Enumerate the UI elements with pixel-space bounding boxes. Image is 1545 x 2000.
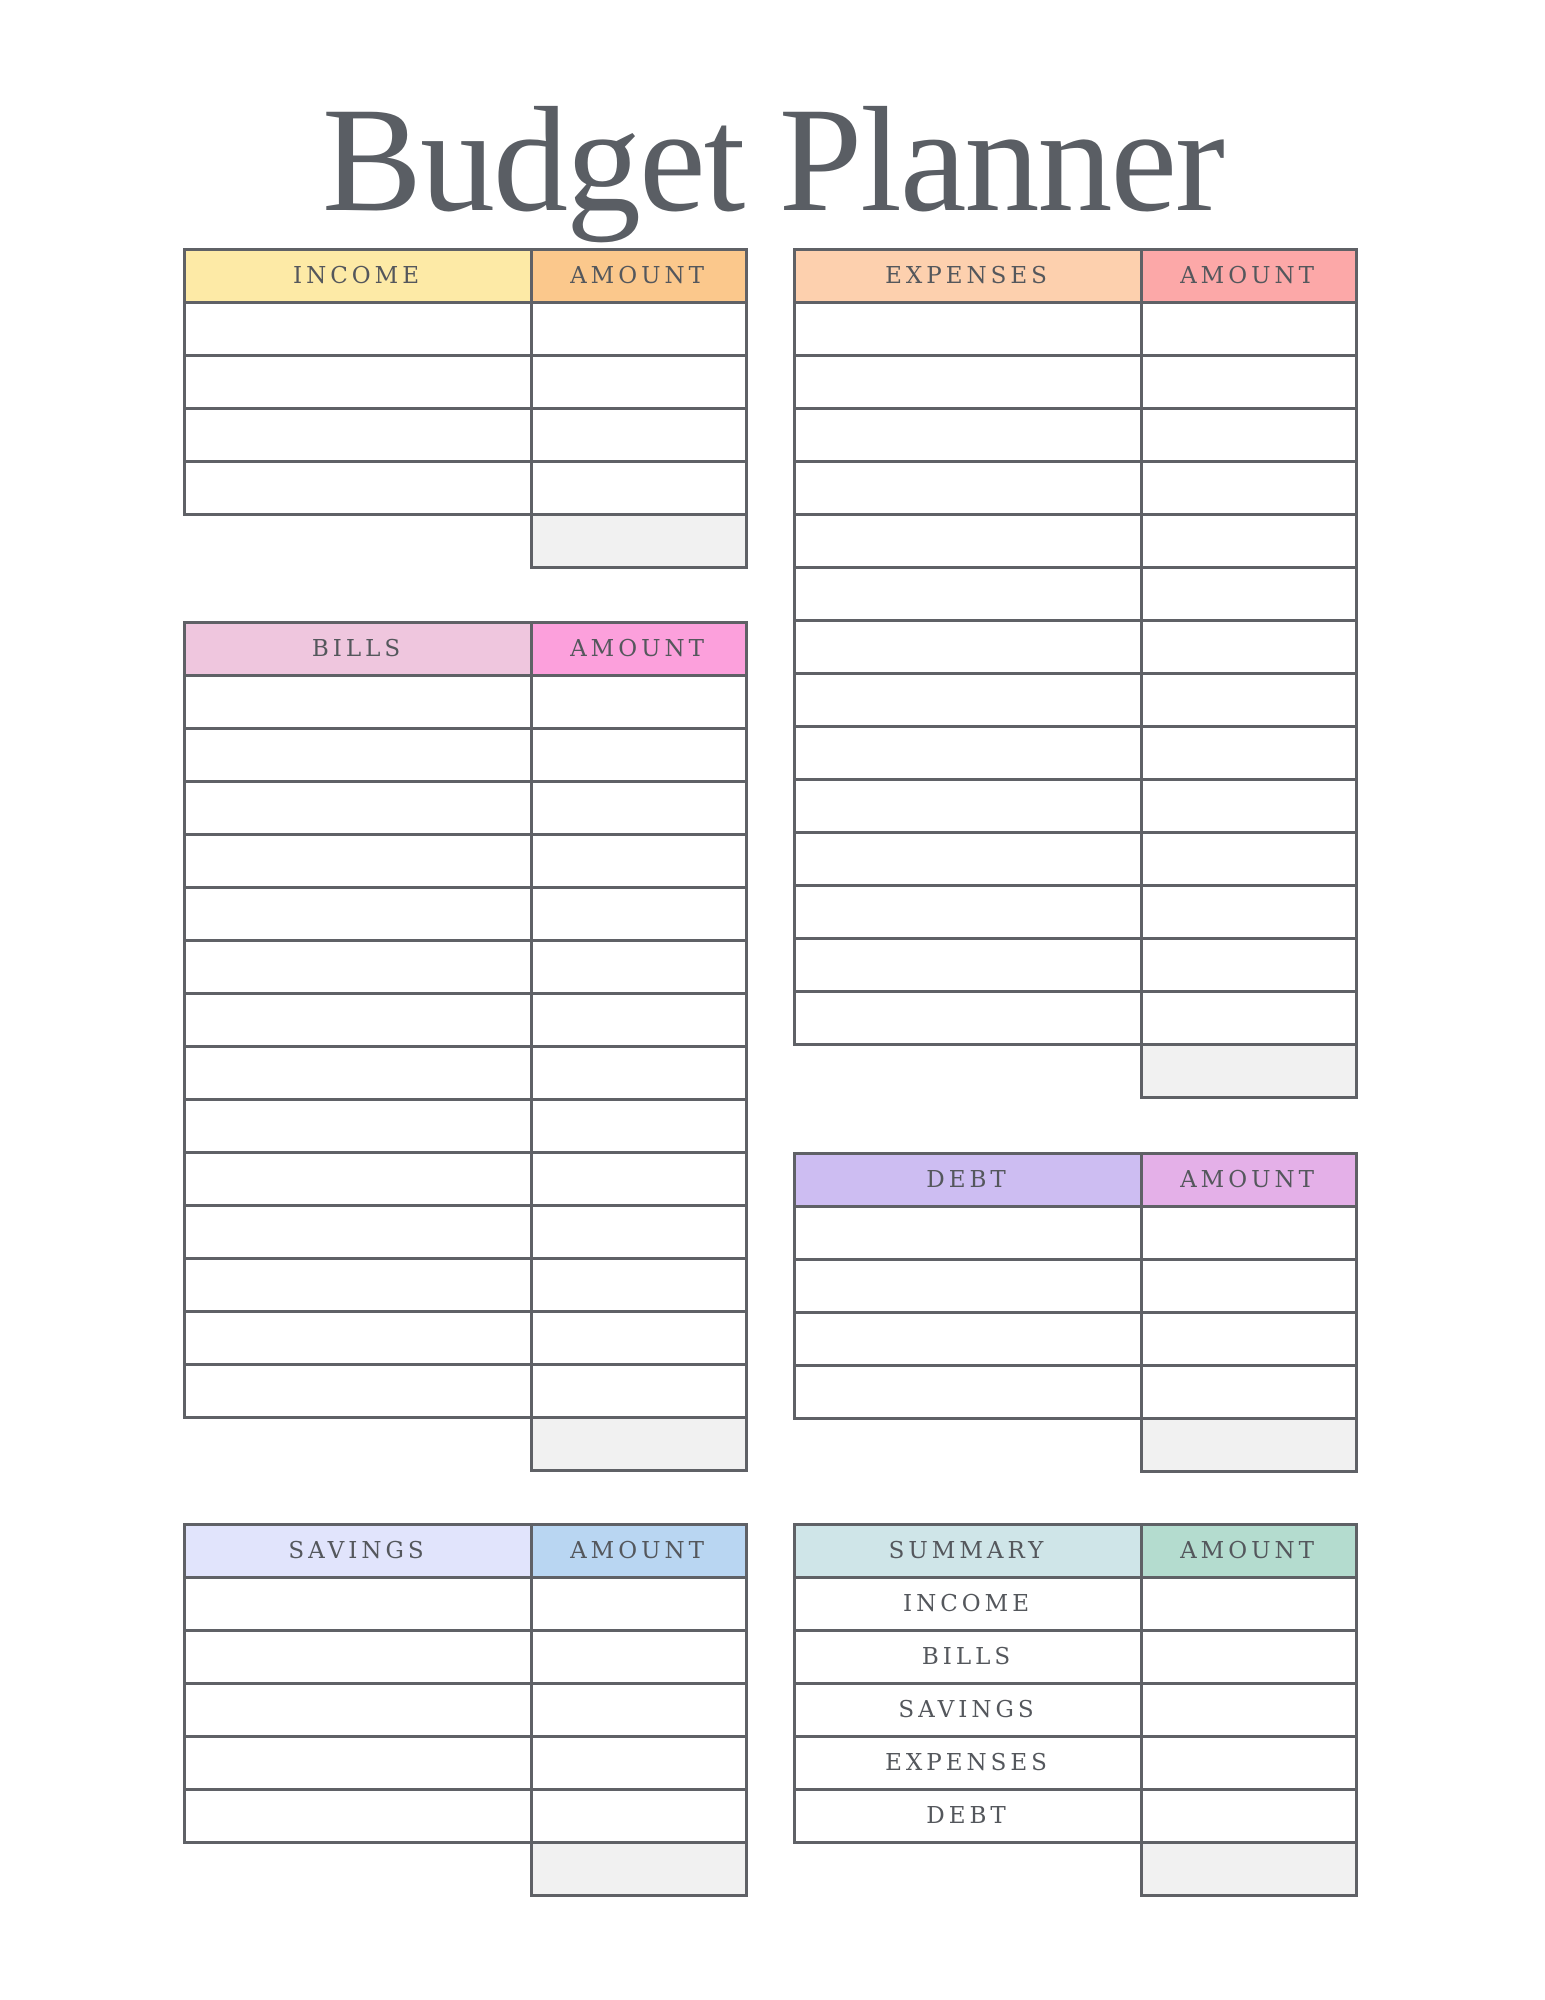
entry-amount-cell[interactable] bbox=[532, 1365, 747, 1418]
total-row bbox=[185, 515, 747, 568]
entry-amount-cell[interactable] bbox=[532, 1684, 747, 1737]
entry-amount-cell[interactable] bbox=[532, 782, 747, 835]
summary-item-label: INCOME bbox=[795, 1578, 1142, 1631]
entry-amount-cell[interactable] bbox=[532, 729, 747, 782]
table-row bbox=[795, 515, 1357, 568]
table-row bbox=[185, 303, 747, 356]
table-row bbox=[185, 676, 747, 729]
table-row bbox=[795, 1790, 1357, 1843]
entry-name-cell[interactable] bbox=[185, 1790, 532, 1843]
entry-name-cell[interactable] bbox=[185, 1578, 532, 1631]
table-row bbox=[795, 1684, 1357, 1737]
table-row bbox=[795, 833, 1357, 886]
table-row bbox=[795, 303, 1357, 356]
summary-amount-header: AMOUNT bbox=[1142, 1525, 1357, 1578]
entry-amount-cell[interactable] bbox=[532, 941, 747, 994]
entry-name-cell[interactable] bbox=[795, 621, 1142, 674]
expenses-header: EXPENSES bbox=[795, 250, 1142, 303]
table-row bbox=[185, 729, 747, 782]
table-row bbox=[795, 727, 1357, 780]
entry-name-cell[interactable] bbox=[185, 1100, 532, 1153]
entry-amount-cell[interactable] bbox=[532, 1100, 747, 1153]
entry-amount-cell[interactable] bbox=[1142, 515, 1357, 568]
entry-amount-cell[interactable] bbox=[1142, 1260, 1357, 1313]
entry-name-cell[interactable] bbox=[185, 356, 532, 409]
spacer-cell bbox=[185, 1843, 532, 1896]
table-row bbox=[185, 1206, 747, 1259]
entry-amount-cell[interactable] bbox=[532, 994, 747, 1047]
income-table bbox=[183, 248, 748, 569]
entry-amount-cell[interactable] bbox=[1142, 462, 1357, 515]
entry-name-cell[interactable] bbox=[795, 568, 1142, 621]
summary-item-label: BILLS bbox=[795, 1631, 1142, 1684]
entry-amount-cell[interactable] bbox=[532, 1312, 747, 1365]
table-row bbox=[795, 780, 1357, 833]
table-header-row bbox=[795, 1154, 1357, 1207]
table-row bbox=[185, 1684, 747, 1737]
table-row bbox=[185, 1047, 747, 1100]
spacer-cell bbox=[795, 1045, 1142, 1098]
bills-amount-header: AMOUNT bbox=[532, 623, 747, 676]
entry-amount-cell[interactable] bbox=[1142, 1631, 1357, 1684]
entry-amount-cell[interactable] bbox=[1142, 1313, 1357, 1366]
total-amount-cell[interactable] bbox=[532, 515, 747, 568]
table-row bbox=[795, 409, 1357, 462]
entry-name-cell[interactable] bbox=[795, 462, 1142, 515]
table-header-row bbox=[185, 1525, 747, 1578]
total-row bbox=[185, 1418, 747, 1471]
entry-name-cell[interactable] bbox=[185, 835, 532, 888]
entry-name-cell[interactable] bbox=[185, 676, 532, 729]
entry-name-cell[interactable] bbox=[795, 939, 1142, 992]
entry-name-cell[interactable] bbox=[185, 1365, 532, 1418]
table-row bbox=[185, 462, 747, 515]
entry-amount-cell[interactable] bbox=[532, 1153, 747, 1206]
table-row bbox=[185, 782, 747, 835]
table-row bbox=[185, 835, 747, 888]
entry-amount-cell[interactable] bbox=[1142, 568, 1357, 621]
expenses-table bbox=[793, 248, 1358, 1099]
table-row bbox=[185, 994, 747, 1047]
table-row bbox=[185, 1790, 747, 1843]
total-amount-cell[interactable] bbox=[1142, 1843, 1357, 1896]
debt-table bbox=[793, 1152, 1358, 1473]
entry-name-cell[interactable] bbox=[185, 1737, 532, 1790]
savings-amount-header: AMOUNT bbox=[532, 1525, 747, 1578]
table-row bbox=[795, 1260, 1357, 1313]
table-row bbox=[185, 1153, 747, 1206]
entry-name-cell[interactable] bbox=[185, 1259, 532, 1312]
entry-name-cell[interactable] bbox=[795, 1313, 1142, 1366]
entry-amount-cell[interactable] bbox=[1142, 939, 1357, 992]
entry-amount-cell[interactable] bbox=[532, 462, 747, 515]
expenses-amount-header: AMOUNT bbox=[1142, 250, 1357, 303]
entry-amount-cell[interactable] bbox=[532, 1737, 747, 1790]
entry-amount-cell[interactable] bbox=[1142, 1578, 1357, 1631]
table-row bbox=[185, 1259, 747, 1312]
table-row bbox=[185, 1737, 747, 1790]
entry-amount-cell[interactable] bbox=[1142, 674, 1357, 727]
entry-amount-cell[interactable] bbox=[532, 409, 747, 462]
entry-amount-cell[interactable] bbox=[1142, 621, 1357, 674]
entry-name-cell[interactable] bbox=[795, 992, 1142, 1045]
total-amount-cell[interactable] bbox=[1142, 1045, 1357, 1098]
entry-name-cell[interactable] bbox=[185, 462, 532, 515]
entry-name-cell[interactable] bbox=[185, 409, 532, 462]
entry-amount-cell[interactable] bbox=[1142, 1790, 1357, 1843]
summary-table bbox=[793, 1523, 1358, 1897]
entry-amount-cell[interactable] bbox=[1142, 886, 1357, 939]
total-row bbox=[795, 1843, 1357, 1896]
table-row bbox=[185, 941, 747, 994]
savings-table bbox=[183, 1523, 748, 1897]
table-row bbox=[795, 462, 1357, 515]
table-row bbox=[795, 1366, 1357, 1419]
entry-name-cell[interactable] bbox=[795, 356, 1142, 409]
table-row bbox=[795, 992, 1357, 1045]
table-row bbox=[795, 1631, 1357, 1684]
entry-name-cell[interactable] bbox=[795, 780, 1142, 833]
entry-amount-cell[interactable] bbox=[1142, 303, 1357, 356]
entry-name-cell[interactable] bbox=[795, 674, 1142, 727]
entry-name-cell[interactable] bbox=[795, 303, 1142, 356]
entry-name-cell[interactable] bbox=[185, 729, 532, 782]
summary-item-label: DEBT bbox=[795, 1790, 1142, 1843]
table-header-row bbox=[185, 250, 747, 303]
entry-amount-cell[interactable] bbox=[1142, 833, 1357, 886]
income-amount-header: AMOUNT bbox=[532, 250, 747, 303]
entry-name-cell[interactable] bbox=[185, 1631, 532, 1684]
entry-name-cell[interactable] bbox=[795, 1366, 1142, 1419]
bills-table bbox=[183, 621, 748, 1472]
summary-item-label: SAVINGS bbox=[795, 1684, 1142, 1737]
total-amount-cell[interactable] bbox=[1142, 1419, 1357, 1472]
spacer-cell bbox=[185, 515, 532, 568]
entry-amount-cell[interactable] bbox=[1142, 727, 1357, 780]
table-row bbox=[185, 1100, 747, 1153]
debt-amount-header: AMOUNT bbox=[1142, 1154, 1357, 1207]
total-amount-cell[interactable] bbox=[532, 1418, 747, 1471]
table-header-row bbox=[185, 623, 747, 676]
table-row bbox=[185, 1312, 747, 1365]
entry-name-cell[interactable] bbox=[185, 994, 532, 1047]
table-row bbox=[185, 1578, 747, 1631]
entry-name-cell[interactable] bbox=[185, 1684, 532, 1737]
table-row bbox=[185, 356, 747, 409]
table-row bbox=[795, 1207, 1357, 1260]
entry-amount-cell[interactable] bbox=[532, 676, 747, 729]
table-row bbox=[185, 409, 747, 462]
entry-amount-cell[interactable] bbox=[532, 1631, 747, 1684]
entry-name-cell[interactable] bbox=[795, 1207, 1142, 1260]
table-header-row bbox=[795, 1525, 1357, 1578]
entry-name-cell[interactable] bbox=[185, 1153, 532, 1206]
entry-name-cell[interactable] bbox=[795, 515, 1142, 568]
debt-header: DEBT bbox=[795, 1154, 1142, 1207]
entry-name-cell[interactable] bbox=[185, 1312, 532, 1365]
table-row bbox=[795, 1578, 1357, 1631]
entry-amount-cell[interactable] bbox=[1142, 992, 1357, 1045]
entry-amount-cell[interactable] bbox=[532, 1790, 747, 1843]
spacer-cell bbox=[185, 1418, 532, 1471]
entry-amount-cell[interactable] bbox=[532, 1206, 747, 1259]
summary-item-label: EXPENSES bbox=[795, 1737, 1142, 1790]
entry-name-cell[interactable] bbox=[795, 409, 1142, 462]
entry-amount-cell[interactable] bbox=[1142, 1684, 1357, 1737]
entry-name-cell[interactable] bbox=[185, 941, 532, 994]
table-row bbox=[795, 886, 1357, 939]
bills-header: BILLS bbox=[185, 623, 532, 676]
entry-amount-cell[interactable] bbox=[532, 1047, 747, 1100]
entry-amount-cell[interactable] bbox=[532, 1578, 747, 1631]
entry-name-cell[interactable] bbox=[795, 886, 1142, 939]
entry-name-cell[interactable] bbox=[795, 833, 1142, 886]
savings-header: SAVINGS bbox=[185, 1525, 532, 1578]
entry-amount-cell[interactable] bbox=[1142, 780, 1357, 833]
entry-name-cell[interactable] bbox=[795, 727, 1142, 780]
spacer-cell bbox=[795, 1419, 1142, 1472]
table-row bbox=[185, 888, 747, 941]
entry-name-cell[interactable] bbox=[185, 888, 532, 941]
entry-amount-cell[interactable] bbox=[532, 303, 747, 356]
entry-amount-cell[interactable] bbox=[532, 356, 747, 409]
entry-amount-cell[interactable] bbox=[532, 835, 747, 888]
spacer-cell bbox=[795, 1843, 1142, 1896]
entry-name-cell[interactable] bbox=[185, 303, 532, 356]
table-row bbox=[795, 568, 1357, 621]
summary-header: SUMMARY bbox=[795, 1525, 1142, 1578]
entry-name-cell[interactable] bbox=[795, 1260, 1142, 1313]
total-amount-cell[interactable] bbox=[532, 1843, 747, 1896]
table-row bbox=[185, 1365, 747, 1418]
table-row bbox=[795, 939, 1357, 992]
entry-name-cell[interactable] bbox=[185, 1047, 532, 1100]
entry-amount-cell[interactable] bbox=[1142, 1207, 1357, 1260]
entry-name-cell[interactable] bbox=[185, 1206, 532, 1259]
table-row bbox=[795, 1313, 1357, 1366]
table-row bbox=[795, 674, 1357, 727]
table-row bbox=[795, 621, 1357, 674]
table-row bbox=[795, 356, 1357, 409]
table-row bbox=[185, 1631, 747, 1684]
table-row bbox=[795, 1737, 1357, 1790]
entry-amount-cell[interactable] bbox=[532, 1259, 747, 1312]
entry-amount-cell[interactable] bbox=[1142, 356, 1357, 409]
entry-amount-cell[interactable] bbox=[1142, 1366, 1357, 1419]
entry-name-cell[interactable] bbox=[185, 782, 532, 835]
income-header: INCOME bbox=[185, 250, 532, 303]
total-row bbox=[185, 1843, 747, 1896]
entry-amount-cell[interactable] bbox=[1142, 1737, 1357, 1790]
total-row bbox=[795, 1045, 1357, 1098]
entry-amount-cell[interactable] bbox=[1142, 409, 1357, 462]
table-header-row bbox=[795, 250, 1357, 303]
page-title: Budget Planner bbox=[321, 77, 1223, 243]
total-row bbox=[795, 1419, 1357, 1472]
entry-amount-cell[interactable] bbox=[532, 888, 747, 941]
